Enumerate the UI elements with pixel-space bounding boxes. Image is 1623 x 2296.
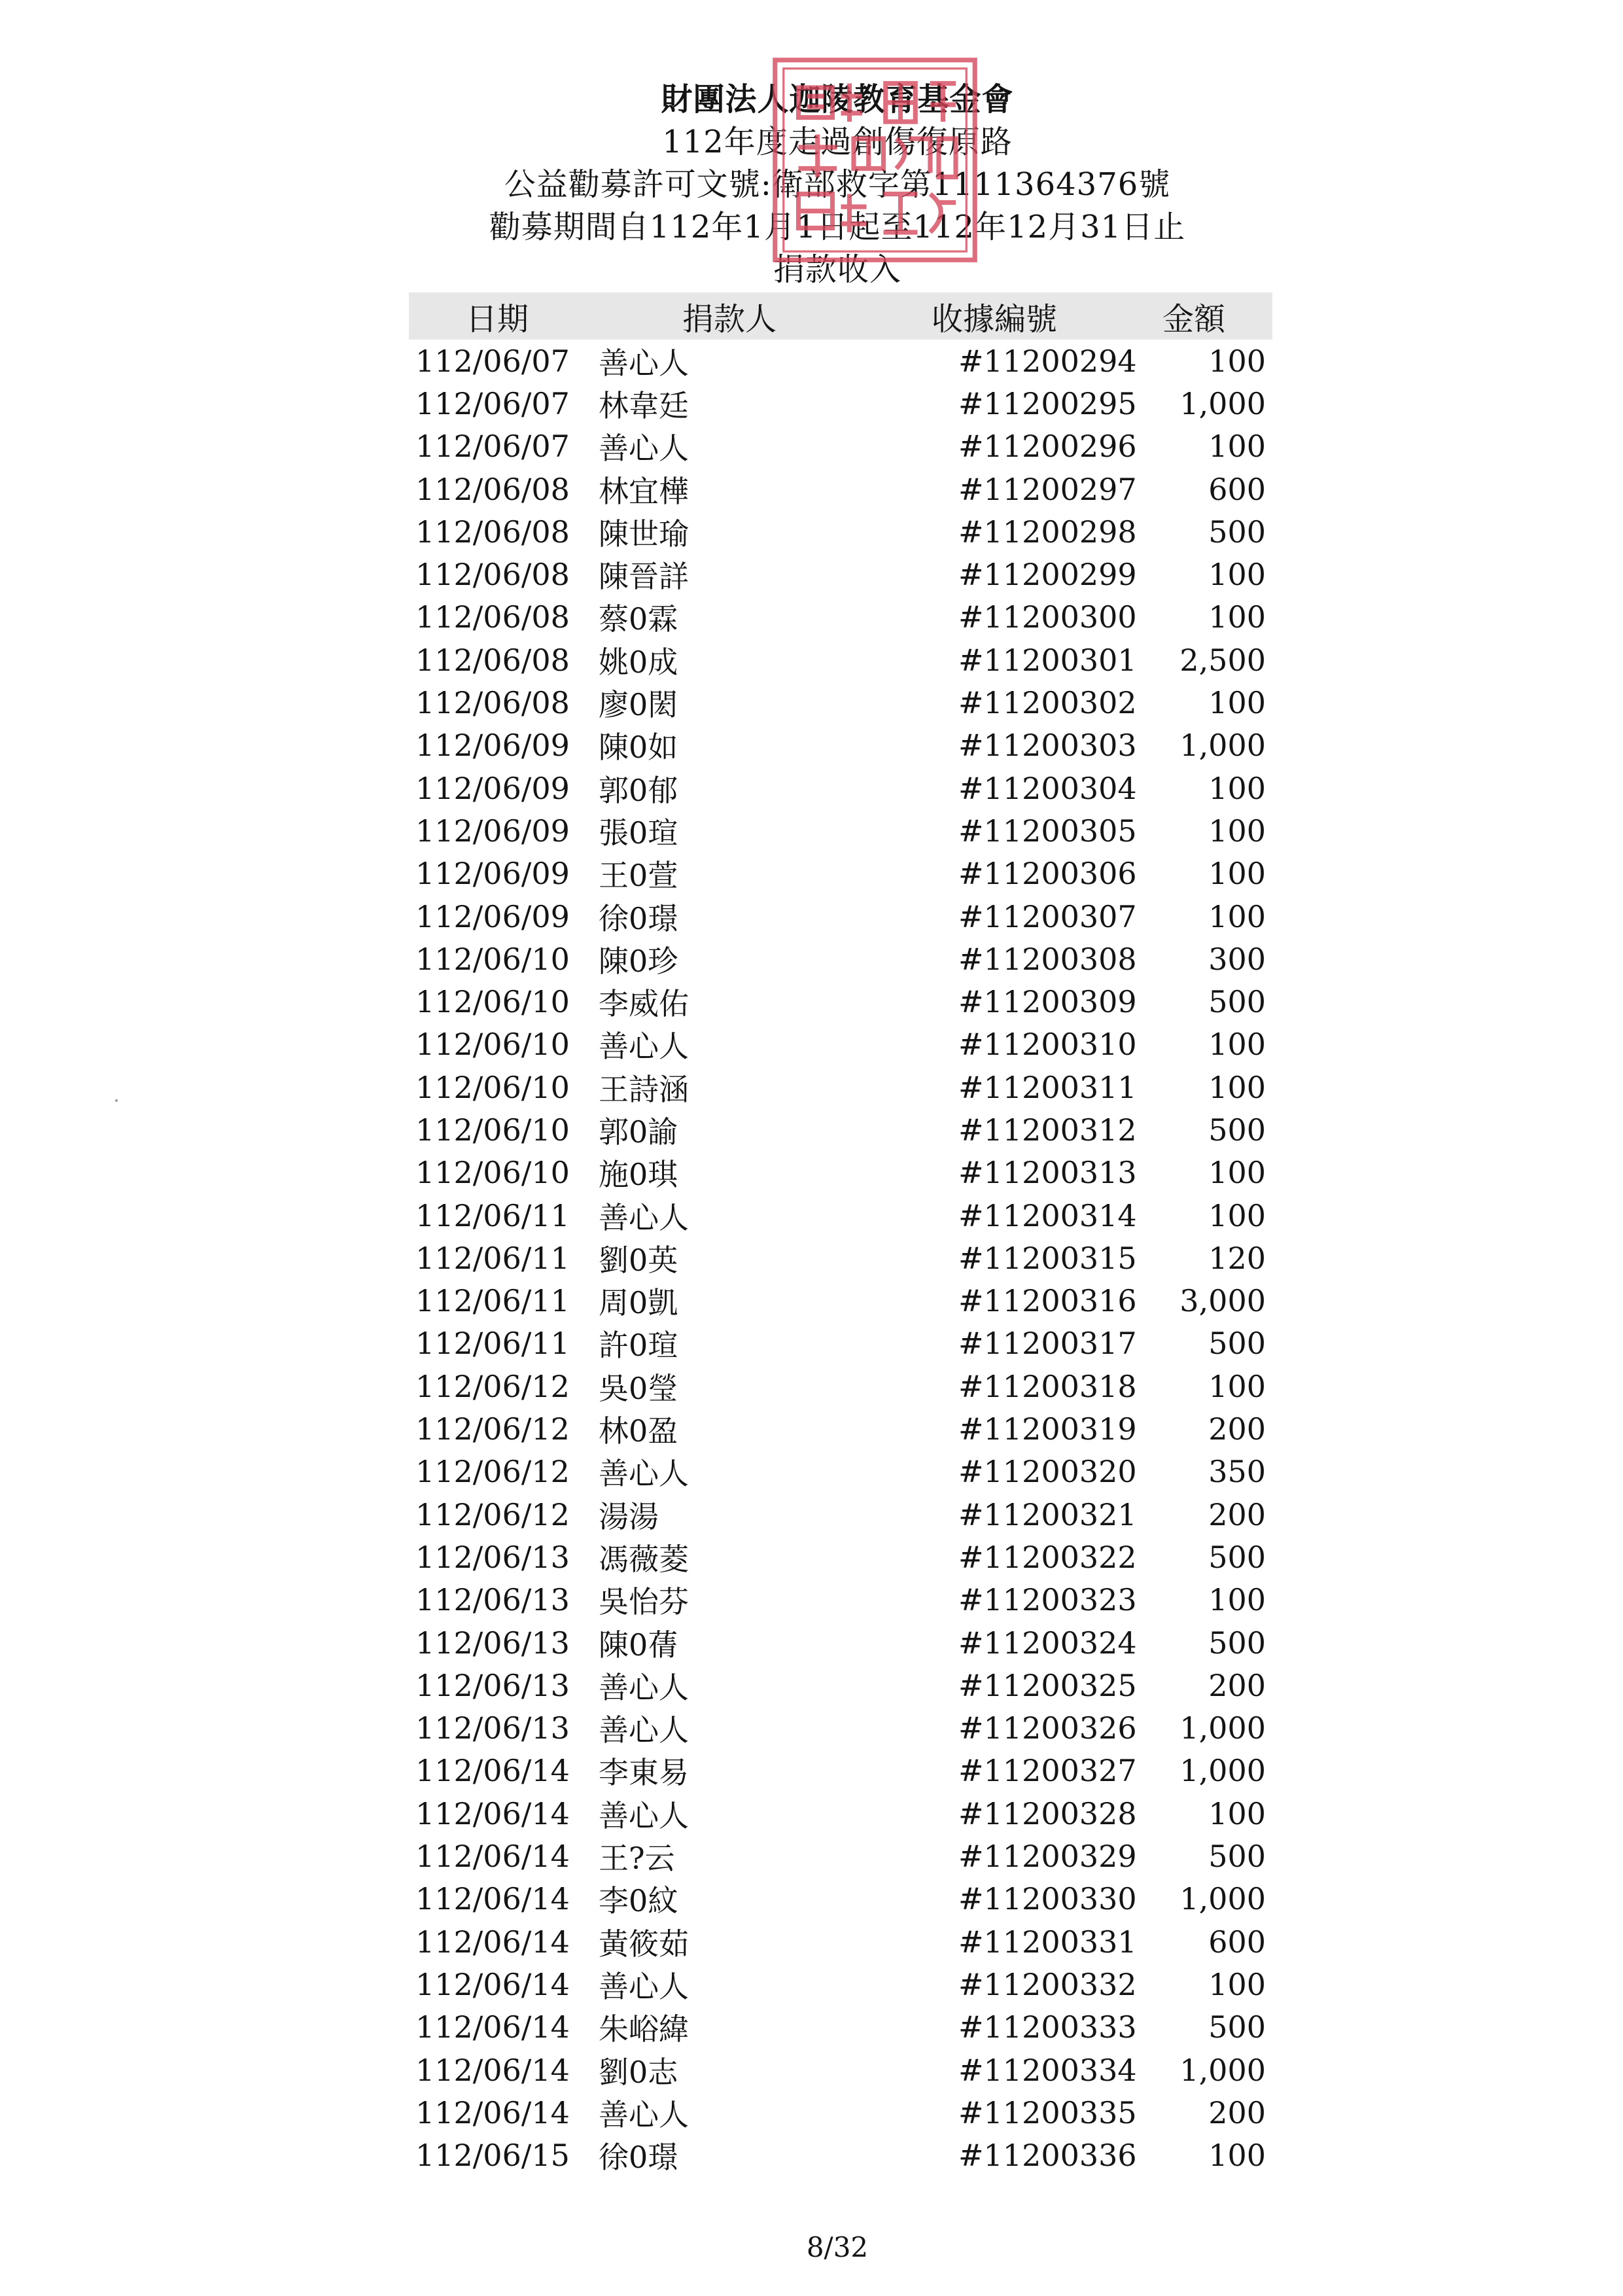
cell-date: 112/06/13 [415, 1710, 570, 1746]
cell-date: 112/06/10 [415, 1155, 570, 1191]
cell-donor: 張0瑄 [599, 815, 678, 851]
table-row [409, 1835, 1272, 1877]
cell-donor: 善心人 [599, 1029, 689, 1065]
cell-receipt: #11200302 [958, 685, 1137, 721]
table-row [409, 1280, 1272, 1322]
cell-donor: 陳世瑜 [599, 516, 689, 552]
cell-amount: 500 [1208, 1539, 1266, 1575]
cell-amount: 350 [1208, 1454, 1266, 1490]
cell-donor: 林韋廷 [599, 387, 689, 423]
cell-amount: 100 [1208, 343, 1266, 379]
cell-date: 112/06/14 [415, 1839, 570, 1875]
table-row [409, 340, 1272, 382]
column-header-donor: 捐款人 [682, 300, 777, 338]
cell-receipt: #11200296 [958, 429, 1137, 465]
cell-donor: 劉0志 [599, 2054, 678, 2090]
cell-amount: 1,000 [1179, 2052, 1266, 2088]
cell-receipt: #11200321 [958, 1496, 1137, 1532]
cell-donor: 劉0英 [599, 1242, 678, 1278]
cell-date: 112/06/10 [415, 941, 570, 977]
cell-amount: 100 [1208, 557, 1266, 593]
cell-date: 112/06/14 [415, 1795, 570, 1831]
cell-donor: 陳晉詳 [599, 559, 689, 595]
table-row [409, 1963, 1272, 2005]
cell-amount: 2,500 [1179, 642, 1266, 678]
cell-receipt: #11200312 [958, 1112, 1137, 1148]
cell-receipt: #11200336 [958, 2138, 1137, 2174]
table-row [409, 938, 1272, 980]
cell-donor: 徐0璟 [599, 2140, 678, 2176]
cell-amount: 1,000 [1179, 1753, 1266, 1789]
cell-donor: 善心人 [599, 1712, 689, 1748]
cell-date: 112/06/09 [415, 856, 570, 892]
cell-donor: 王詩涵 [599, 1071, 689, 1107]
cell-amount: 200 [1208, 2094, 1266, 2130]
table-row [409, 1407, 1272, 1450]
table-row [409, 1365, 1272, 1407]
cell-date: 112/06/13 [415, 1667, 570, 1703]
table-row [409, 1750, 1272, 1792]
cell-donor: 湯湯 [599, 1498, 659, 1534]
cell-receipt: #11200323 [958, 1582, 1137, 1618]
cell-donor: 李威佑 [599, 986, 689, 1022]
cell-receipt: #11200301 [958, 642, 1137, 678]
table-header [409, 292, 1272, 340]
table-row [409, 1194, 1272, 1237]
cell-receipt: #11200315 [958, 1240, 1137, 1276]
cell-donor: 朱峪緯 [599, 2011, 689, 2047]
cell-date: 112/06/14 [415, 2094, 570, 2130]
table-row [409, 382, 1272, 425]
cell-donor: 徐0璟 [599, 900, 678, 936]
cell-amount: 100 [1208, 1197, 1266, 1233]
cell-receipt: #11200318 [958, 1368, 1137, 1404]
cell-receipt: #11200333 [958, 2009, 1137, 2045]
table-row [409, 1237, 1272, 1279]
cell-receipt: #11200327 [958, 1753, 1137, 1789]
cell-donor: 善心人 [599, 1199, 689, 1235]
cell-amount: 100 [1208, 1155, 1266, 1191]
cell-date: 112/06/11 [415, 1240, 570, 1276]
cell-amount: 200 [1208, 1667, 1266, 1703]
cell-receipt: #11200303 [958, 728, 1137, 764]
table-row [409, 468, 1272, 510]
cell-date: 112/06/11 [415, 1283, 570, 1319]
cell-amount: 100 [1208, 813, 1266, 849]
cell-date: 112/06/08 [415, 599, 570, 635]
cell-donor: 王?云 [599, 1841, 675, 1877]
table-row [409, 2049, 1272, 2091]
cell-date: 112/06/08 [415, 685, 570, 721]
table-row [409, 1792, 1272, 1835]
cell-receipt: #11200313 [958, 1155, 1137, 1191]
cell-date: 112/06/09 [415, 898, 570, 934]
table-row [409, 1536, 1272, 1578]
cell-amount: 100 [1208, 685, 1266, 721]
table-row [409, 1066, 1272, 1108]
cell-amount: 600 [1208, 471, 1266, 507]
cell-receipt: #11200308 [958, 941, 1137, 977]
cell-date: 112/06/08 [415, 514, 570, 550]
cell-receipt: #11200310 [958, 1027, 1137, 1063]
permit-number: 公益勸募許可文號:衛部救字第1111364376號 [504, 166, 1171, 203]
cell-receipt: #11200326 [958, 1710, 1137, 1746]
cell-amount: 100 [1208, 1795, 1266, 1831]
cell-donor: 陳0蒨 [599, 1627, 678, 1663]
cell-amount: 100 [1208, 599, 1266, 635]
cell-receipt: #11200322 [958, 1539, 1137, 1575]
fundraising-period: 勸募期間自112年1月1日起至112年12月31日止 [489, 209, 1186, 245]
cell-receipt: #11200307 [958, 898, 1137, 934]
cell-date: 112/06/10 [415, 984, 570, 1020]
cell-amount: 100 [1208, 1368, 1266, 1404]
cell-amount: 300 [1208, 941, 1266, 977]
table-row [409, 980, 1272, 1023]
cell-donor: 許0瑄 [599, 1328, 678, 1364]
cell-date: 112/06/12 [415, 1411, 570, 1447]
cell-donor: 善心人 [599, 1669, 689, 1705]
scan-speck [115, 1099, 118, 1102]
org-title: 財團法人迦陵教育基金會 [661, 81, 1014, 118]
table-row [409, 553, 1272, 595]
cell-receipt: #11200320 [958, 1454, 1137, 1490]
table-row [409, 1108, 1272, 1151]
cell-donor: 郭0郁 [599, 772, 678, 808]
cell-amount: 200 [1208, 1411, 1266, 1447]
cell-receipt: #11200316 [958, 1283, 1137, 1319]
cell-donor: 善心人 [599, 2096, 689, 2132]
cell-date: 112/06/11 [415, 1326, 570, 1362]
cell-donor: 王0萱 [599, 858, 678, 894]
table-row [409, 1579, 1272, 1621]
cell-donor: 陳0珍 [599, 943, 678, 979]
cell-amount: 1,000 [1179, 1710, 1266, 1746]
cell-donor: 林宜樺 [599, 473, 689, 509]
cell-amount: 120 [1208, 1240, 1266, 1276]
cell-date: 112/06/08 [415, 557, 570, 593]
cell-date: 112/06/13 [415, 1539, 570, 1575]
cell-amount: 1,000 [1179, 385, 1266, 421]
table-row [409, 809, 1272, 852]
cell-receipt: #11200331 [958, 1924, 1137, 1960]
cell-amount: 100 [1208, 898, 1266, 934]
cell-date: 112/06/15 [415, 2138, 570, 2174]
cell-date: 112/06/09 [415, 813, 570, 849]
table-row [409, 1493, 1272, 1536]
cell-amount: 600 [1208, 1924, 1266, 1960]
donation-table [409, 292, 1272, 2177]
cell-receipt: #11200334 [958, 2052, 1137, 2088]
cell-date: 112/06/14 [415, 1924, 570, 1960]
cell-date: 112/06/13 [415, 1625, 570, 1661]
table-body [409, 340, 1272, 2177]
cell-donor: 黃筱茹 [599, 1926, 689, 1962]
cell-receipt: #11200332 [958, 1966, 1137, 2002]
cell-date: 112/06/07 [415, 429, 570, 465]
red-seal-stamp-icon [769, 54, 981, 266]
cell-date: 112/06/10 [415, 1027, 570, 1063]
cell-amount: 500 [1208, 1839, 1266, 1875]
cell-donor: 廖0閎 [599, 687, 678, 723]
cell-donor: 善心人 [599, 1797, 689, 1833]
table-row [409, 1878, 1272, 1920]
cell-amount: 1,000 [1179, 728, 1266, 764]
cell-donor: 吳0瑩 [599, 1370, 678, 1406]
table-row [409, 639, 1272, 681]
table-row [409, 1322, 1272, 1365]
table-row [409, 1920, 1272, 1963]
cell-receipt: #11200305 [958, 813, 1137, 849]
cell-date: 112/06/10 [415, 1112, 570, 1148]
project-title: 112年度走過創傷復原路 [662, 124, 1013, 160]
table-row [409, 1152, 1272, 1194]
cell-receipt: #11200330 [958, 1881, 1137, 1917]
cell-date: 112/06/14 [415, 2052, 570, 2088]
table-row [409, 681, 1272, 724]
table-row [409, 596, 1272, 639]
cell-date: 112/06/08 [415, 471, 570, 507]
table-row [409, 895, 1272, 938]
cell-receipt: #11200306 [958, 856, 1137, 892]
cell-donor: 馮薇菱 [599, 1541, 689, 1577]
cell-date: 112/06/07 [415, 385, 570, 421]
section-title: 捐款收入 [773, 251, 901, 288]
cell-amount: 1,000 [1179, 1881, 1266, 1917]
table-row [409, 1451, 1272, 1493]
cell-date: 112/06/09 [415, 770, 570, 806]
cell-donor: 李0紋 [599, 1883, 678, 1919]
cell-donor: 郭0諭 [599, 1114, 678, 1150]
cell-receipt: #11200317 [958, 1326, 1137, 1362]
cell-date: 112/06/07 [415, 343, 570, 379]
cell-amount: 100 [1208, 1027, 1266, 1063]
cell-date: 112/06/11 [415, 1197, 570, 1233]
cell-receipt: #11200335 [958, 2094, 1137, 2130]
table-row [409, 724, 1272, 767]
cell-donor: 林0盈 [599, 1413, 678, 1449]
table-row [409, 2134, 1272, 2176]
column-header-receipt: 收據編號 [931, 300, 1057, 338]
cell-date: 112/06/14 [415, 2009, 570, 2045]
cell-receipt: #11200300 [958, 599, 1137, 635]
cell-amount: 100 [1208, 1966, 1266, 2002]
cell-receipt: #11200329 [958, 1839, 1137, 1875]
cell-amount: 100 [1208, 1582, 1266, 1618]
cell-donor: 周0凱 [599, 1285, 678, 1321]
cell-donor: 蔡0霖 [599, 601, 678, 637]
cell-date: 112/06/12 [415, 1368, 570, 1404]
cell-amount: 3,000 [1179, 1283, 1266, 1319]
cell-date: 112/06/10 [415, 1069, 570, 1105]
cell-donor: 陳0如 [599, 730, 678, 766]
cell-date: 112/06/13 [415, 1582, 570, 1618]
cell-receipt: #11200298 [958, 514, 1137, 550]
cell-amount: 200 [1208, 1496, 1266, 1532]
cell-date: 112/06/09 [415, 728, 570, 764]
table-row [409, 510, 1272, 553]
cell-date: 112/06/12 [415, 1454, 570, 1490]
cell-amount: 500 [1208, 1625, 1266, 1661]
cell-donor: 施0琪 [599, 1157, 678, 1193]
table-row [409, 853, 1272, 895]
cell-receipt: #11200311 [958, 1069, 1137, 1105]
table-row [409, 2091, 1272, 2134]
cell-amount: 500 [1208, 1112, 1266, 1148]
cell-receipt: #11200324 [958, 1625, 1137, 1661]
cell-amount: 500 [1208, 514, 1266, 550]
cell-receipt: #11200297 [958, 471, 1137, 507]
cell-receipt: #11200295 [958, 385, 1137, 421]
cell-amount: 500 [1208, 1326, 1266, 1362]
table-row [409, 1023, 1272, 1066]
cell-date: 112/06/14 [415, 1753, 570, 1789]
cell-receipt: #11200314 [958, 1197, 1137, 1233]
cell-amount: 100 [1208, 1069, 1266, 1105]
table-row [409, 1707, 1272, 1750]
cell-amount: 500 [1208, 984, 1266, 1020]
cell-date: 112/06/14 [415, 1966, 570, 2002]
cell-date: 112/06/12 [415, 1496, 570, 1532]
cell-receipt: #11200328 [958, 1795, 1137, 1831]
cell-receipt: #11200294 [958, 343, 1137, 379]
cell-donor: 善心人 [599, 431, 689, 467]
cell-donor: 吳怡芬 [599, 1584, 689, 1620]
column-header-amount: 金額 [1162, 300, 1225, 338]
cell-amount: 100 [1208, 770, 1266, 806]
cell-donor: 善心人 [599, 1968, 689, 2004]
table-row [409, 1664, 1272, 1706]
table-row [409, 2006, 1272, 2049]
cell-receipt: #11200299 [958, 557, 1137, 593]
cell-receipt: #11200309 [958, 984, 1137, 1020]
cell-amount: 100 [1208, 2138, 1266, 2174]
page-number: 8/32 [806, 2231, 869, 2263]
cell-receipt: #11200325 [958, 1667, 1137, 1703]
cell-donor: 李東易 [599, 1755, 689, 1791]
cell-receipt: #11200304 [958, 770, 1137, 806]
cell-donor: 善心人 [599, 1456, 689, 1492]
cell-donor: 姚0成 [599, 644, 678, 680]
cell-date: 112/06/08 [415, 642, 570, 678]
table-row [409, 767, 1272, 809]
cell-donor: 善心人 [599, 345, 689, 381]
cell-receipt: #11200319 [958, 1411, 1137, 1447]
column-header-date: 日期 [465, 300, 529, 338]
cell-amount: 500 [1208, 2009, 1266, 2045]
cell-amount: 100 [1208, 429, 1266, 465]
table-row [409, 1621, 1272, 1664]
cell-amount: 100 [1208, 856, 1266, 892]
table-row [409, 425, 1272, 468]
cell-date: 112/06/14 [415, 1881, 570, 1917]
